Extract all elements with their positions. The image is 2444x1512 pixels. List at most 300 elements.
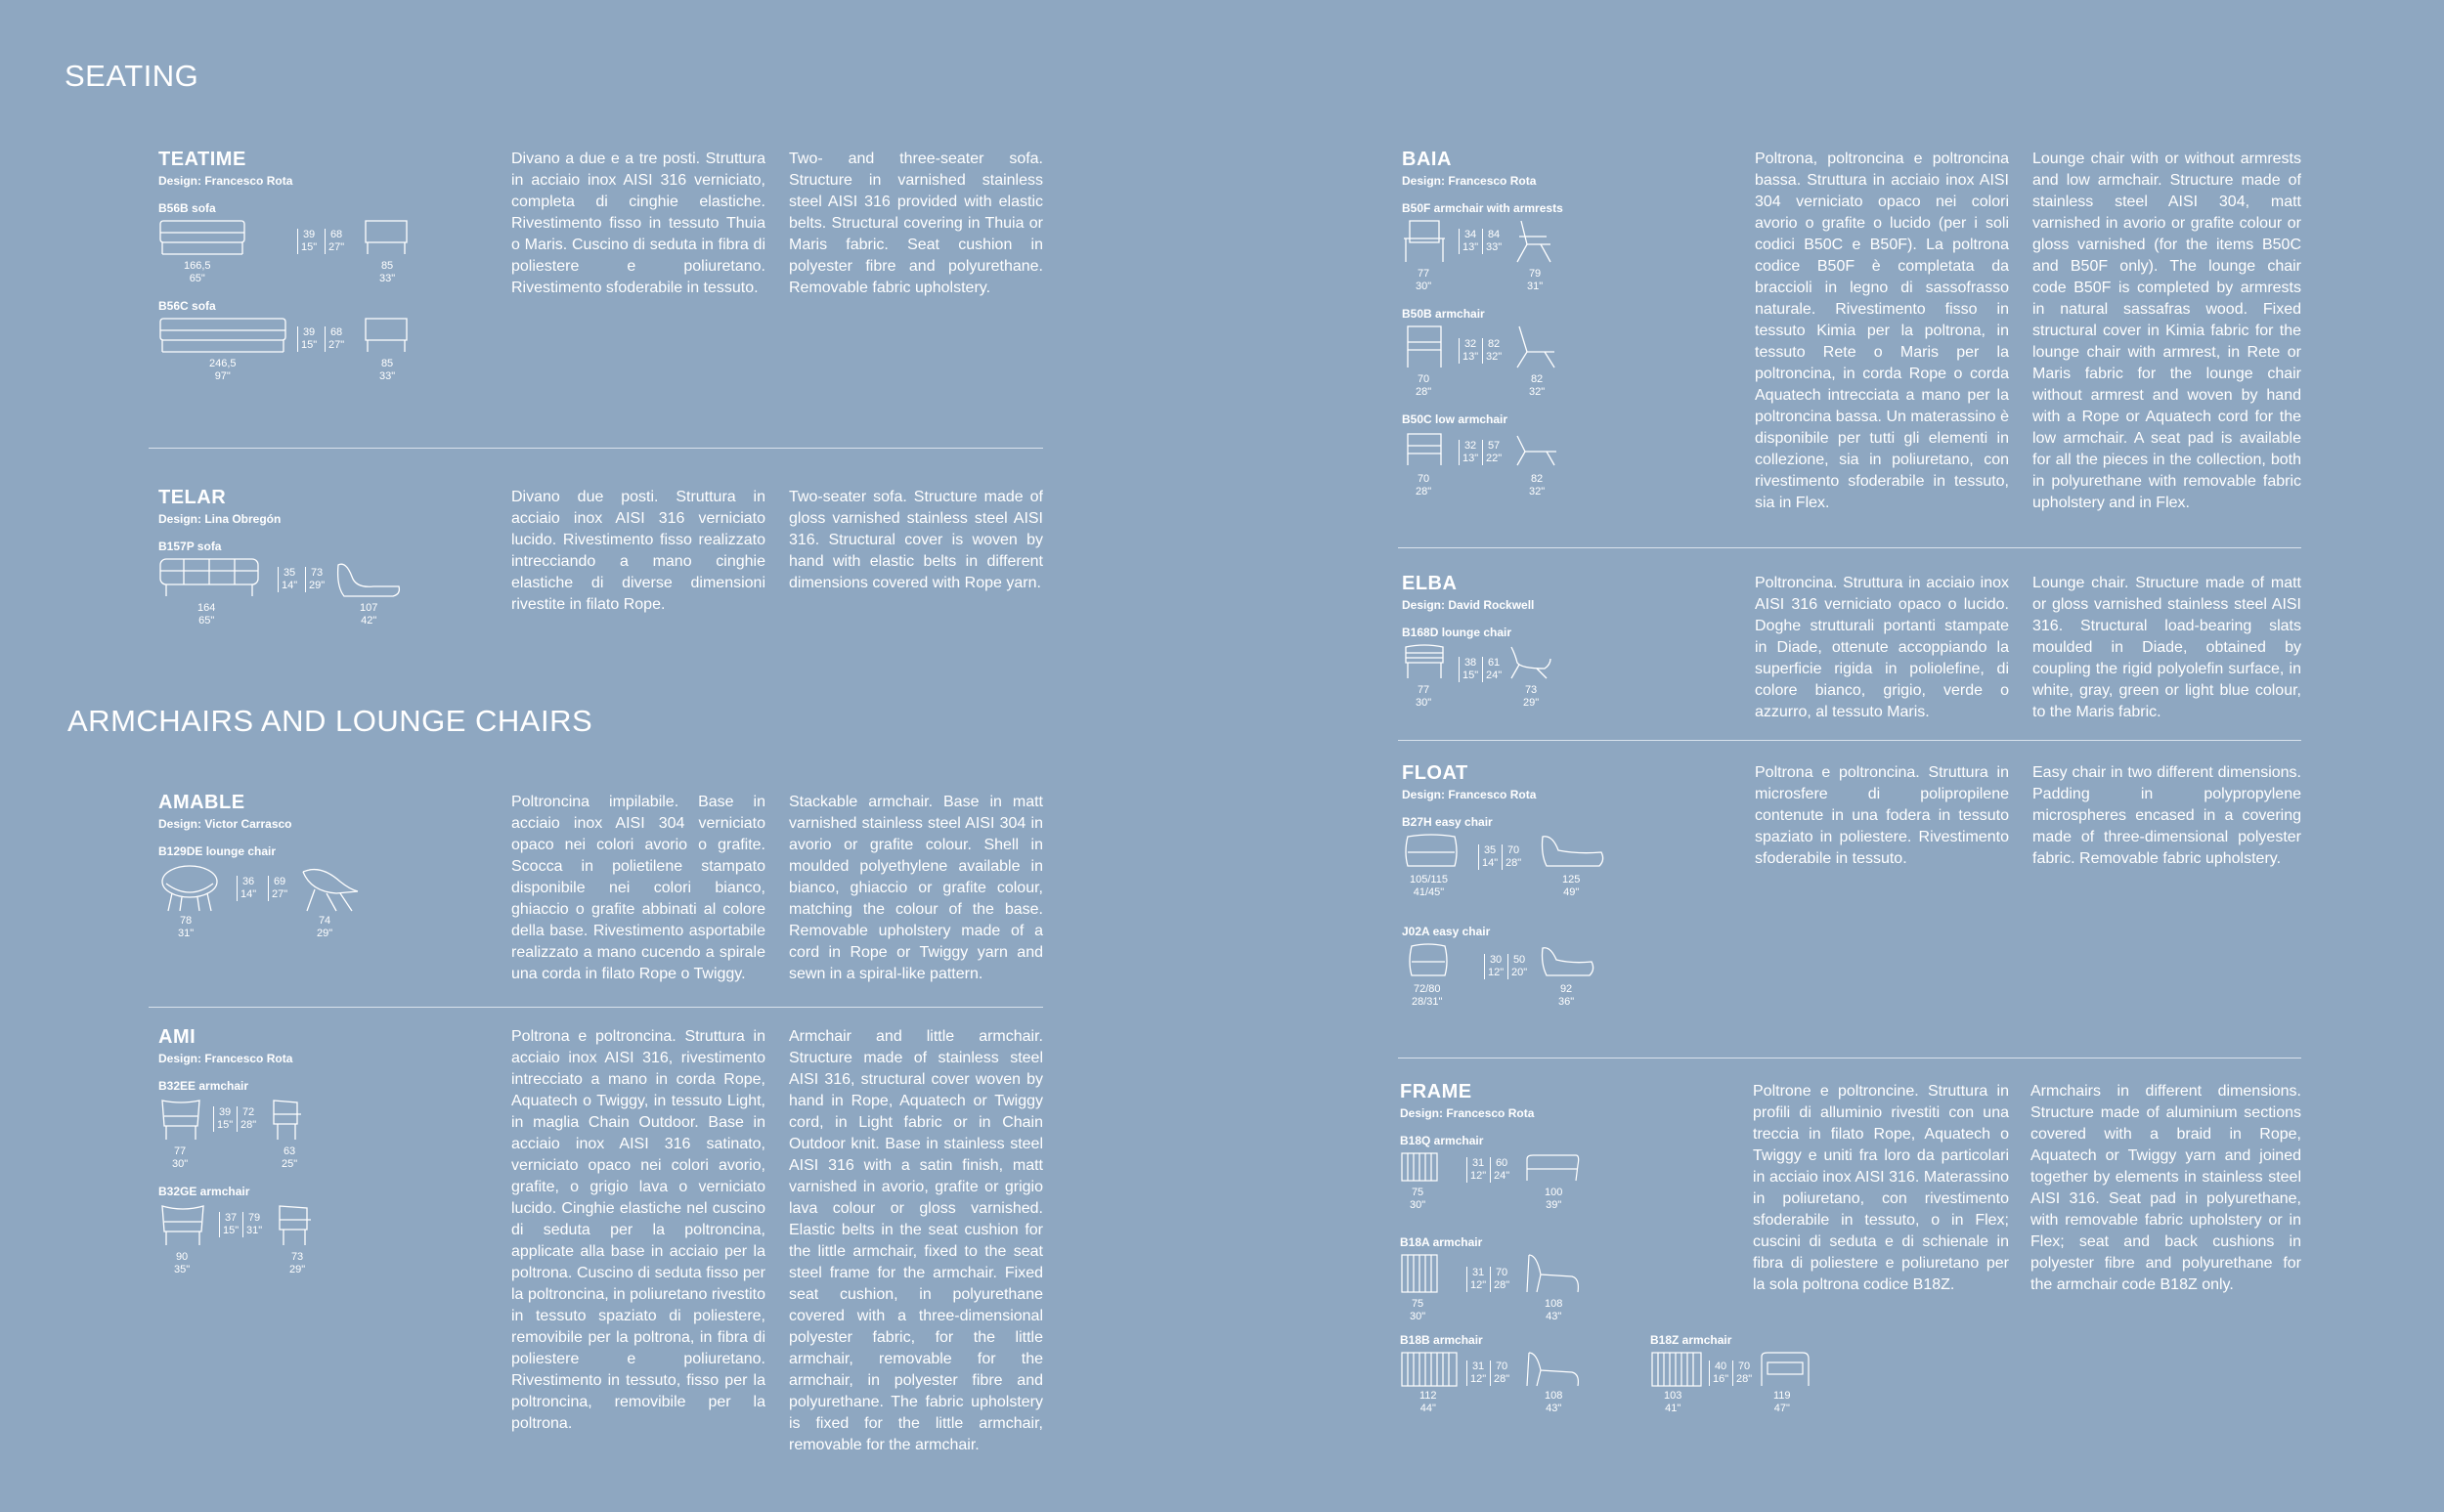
armchair-side-icon (1523, 1151, 1582, 1185)
divider (1398, 740, 2301, 741)
product-name: FRAME (1400, 1081, 1472, 1102)
dim-cm: 107 (360, 602, 378, 614)
width-dim (1416, 473, 1431, 498)
depth-dim (1523, 684, 1539, 710)
armchair-front-icon (1400, 1253, 1439, 1296)
seat-height-dim (1484, 954, 1504, 979)
dim-in: 27" (328, 241, 345, 253)
dim-cm: 36 (241, 876, 255, 887)
armchair-front-icon (158, 1097, 203, 1144)
dim-cm: 72 (241, 1106, 255, 1118)
armchair-side-icon (1758, 1351, 1812, 1390)
dim-in: 27" (272, 888, 288, 900)
dim-cm: 119 (1773, 1390, 1791, 1402)
armchair-side-icon (274, 1202, 317, 1249)
dim-cm: 40 (1714, 1361, 1727, 1372)
width-dim (1664, 1390, 1681, 1415)
variant-figure (1402, 643, 1724, 717)
product-designer: Design: Francesco Rota (1402, 174, 1537, 188)
dim-cm: 78 (179, 915, 193, 927)
seat-height-dim (278, 567, 297, 592)
product-designer: Design: Victor Carrasco (158, 817, 292, 831)
product-designer: Design: David Rockwell (1402, 598, 1535, 612)
description-en: Armchairs in different dimensions. Structure made of aluminium sections covered with a braid in Rope, Aquatech or Twiggy yarn and joined together by elements in stainless steel AISI 316. Seat pad in polyurethane, with removable fabric upholstery or in Flex; seat and back cushions in polyester fibre and polyurethane for the armchair code B18Z only. (2030, 1083, 2301, 1293)
description-it: Poltroncina. Struttura in acciaio inox AISI 316 verniciato opaco o lucido. Doghe strutturali portanti stampate in Diade, ottenute accoppiando la superficie rigida in poliolefine, di colore bianco, grigio, verde o azzurro, al tessuto Maris. (1755, 575, 2009, 720)
seat-height-dim (297, 229, 317, 254)
dim-in: 49" (1563, 886, 1580, 898)
product-telar (158, 487, 481, 624)
dim-in: 39" (1546, 1199, 1562, 1211)
product-name: AMI (158, 1026, 196, 1048)
dim-in: 28" (1494, 1279, 1510, 1291)
width-dim (178, 915, 194, 940)
dim-cm: 74 (318, 915, 331, 927)
dim-in: 13" (1462, 351, 1479, 363)
seat-height-dim (1466, 1361, 1486, 1386)
product-name: FLOAT (1402, 762, 1468, 784)
dim-cm: 82 (1530, 373, 1544, 385)
dim-cm: 77 (1417, 684, 1430, 696)
depth-dim (1545, 1298, 1562, 1323)
product-designer: Design: Francesco Rota (1402, 788, 1537, 801)
dim-cm: 73 (1524, 684, 1538, 696)
product-designer: Design: Francesco Rota (1400, 1106, 1535, 1120)
divider (149, 448, 1043, 449)
height-dim (1490, 1157, 1509, 1183)
variant-figure (158, 1097, 481, 1171)
width-dim (172, 1145, 188, 1171)
seat-height-dim (1709, 1361, 1728, 1386)
armchair-side-icon (268, 1097, 307, 1144)
dim-cm: 31 (1471, 1267, 1485, 1278)
dim-cm: 75 (1411, 1298, 1424, 1310)
variant-figure (158, 862, 481, 938)
dim-in: 33" (1486, 241, 1503, 253)
variant-code: B27H easy chair (1402, 815, 1493, 829)
dim-cm: 39 (302, 326, 316, 338)
height-dim (1502, 844, 1521, 870)
dim-in: 29" (289, 1264, 306, 1275)
variant-figure (158, 557, 481, 624)
width-dim (1419, 1390, 1437, 1415)
dim-cm: 73 (310, 567, 324, 579)
depth-dim (1527, 268, 1543, 293)
height-dim (268, 876, 287, 901)
dim-cm: 70 (1737, 1361, 1751, 1372)
dim-cm: 84 (1487, 229, 1501, 240)
product-designer: Design: Francesco Rota (158, 174, 293, 188)
sofa-side-icon (334, 557, 403, 600)
dim-in: 13" (1462, 453, 1479, 464)
dim-cm: 69 (273, 876, 286, 887)
dim-in: 31" (246, 1225, 263, 1236)
height-dim (1490, 1361, 1509, 1386)
width-dim (1410, 1298, 1425, 1323)
width-dim (1416, 684, 1431, 710)
variant-code: B56C sofa (158, 299, 216, 313)
seat-height-dim (1466, 1157, 1486, 1183)
dim-in: 28" (240, 1119, 257, 1131)
variant-code: B32EE armchair (158, 1079, 249, 1093)
dim-in: 43" (1546, 1403, 1562, 1414)
product-name: TELAR (158, 487, 227, 508)
dim-cm: 92 (1559, 983, 1573, 995)
dim-in: 36" (1558, 996, 1575, 1008)
height-dim (242, 1212, 262, 1237)
section-title-armchairs: ARMCHAIRS AND LOUNGE CHAIRS (67, 704, 593, 738)
width-dim (1416, 268, 1431, 293)
dim-in: 33" (379, 370, 396, 382)
dim-cm: 39 (218, 1106, 232, 1118)
dim-in: 22" (1486, 453, 1503, 464)
height-dim (1482, 229, 1502, 254)
height-dim (1482, 440, 1502, 465)
armchair-front-icon (1402, 324, 1447, 371)
armchair-side-icon (1523, 1351, 1582, 1390)
armchair-side-icon (1511, 219, 1556, 266)
dim-in: 16" (1713, 1373, 1729, 1385)
dim-cm: 70 (1417, 473, 1430, 485)
variant-code: B129DE lounge chair (158, 844, 277, 858)
dim-cm: 77 (1417, 268, 1430, 280)
description-it: Divano due posti. Struttura in acciaio inox AISI 316 verniciato lucido. Rivestimento fisso realizzato intrecciando a mano cinghie elastiche di diverse dimensioni rivestite in filato Rope. (511, 489, 765, 613)
dim-cm: 82 (1487, 338, 1501, 350)
depth-dim (379, 260, 395, 285)
sofa-side-icon (362, 317, 411, 356)
height-dim (305, 567, 325, 592)
low-armchair-front-icon (1402, 430, 1447, 469)
depth-dim (317, 915, 332, 940)
dim-in: 12" (1470, 1279, 1487, 1291)
dim-in: 29" (1523, 697, 1540, 709)
dim-in: 30" (1416, 697, 1432, 709)
seat-height-dim (297, 326, 317, 352)
variant-figure (1402, 324, 1724, 399)
dim-in: 13" (1462, 241, 1479, 253)
dim-cm: 68 (329, 229, 343, 240)
sofa-front-icon (158, 317, 287, 356)
dim-in: 44" (1419, 1403, 1436, 1414)
depth-dim (289, 1251, 305, 1276)
description-it: Poltrona, poltroncina e poltroncina bassa. Struttura in acciaio inox AISI 304 verniciato opaco nei colori avorio o grafite o lucido (per i soli codici B50C e B50F). La poltrona codice B50F è completata da braccioli in legno di sassofrasso naturale. Rivestimento fisso in tessuto Kimia per la poltrona, in tessuto Rete o Maris per la poltroncina, in corda Rope o corda Aquatech intrecciata a mano per la poltroncina bassa. Un materassino è disponibile per tutti gli elementi in collezione, sia in poliuretano, con rivestimento sfoderabile in tessuto, sia in Flex. (1755, 151, 2009, 511)
seat-height-dim (213, 1106, 233, 1132)
dim-in: 12" (1470, 1170, 1487, 1182)
seat-height-dim (1478, 844, 1498, 870)
dim-cm: 105/115 (1410, 874, 1448, 886)
variant-code: B157P sofa (158, 540, 222, 553)
width-dim (184, 260, 211, 285)
dim-in: 30" (172, 1158, 189, 1170)
dim-cm: 30 (1489, 954, 1503, 966)
dim-cm: 35 (1483, 844, 1497, 856)
width-dim (1410, 874, 1448, 899)
dim-in: 15" (1462, 670, 1479, 681)
dim-in: 31" (178, 928, 195, 939)
product-baia (1402, 149, 1724, 504)
dim-in: 41/45" (1413, 886, 1445, 898)
dim-in: 65" (198, 615, 215, 626)
dim-cm: 79 (1528, 268, 1542, 280)
seat-height-dim (1466, 1267, 1486, 1292)
dim-in: 30" (1410, 1311, 1426, 1322)
dim-cm: 63 (283, 1145, 296, 1157)
dim-cm: 103 (1664, 1390, 1682, 1402)
frame-last-row (1400, 1333, 1791, 1431)
dim-cm: 125 (1562, 874, 1581, 886)
dim-cm: 39 (302, 229, 316, 240)
width-dim (197, 602, 215, 627)
easy-chair-side-icon (1539, 833, 1607, 872)
dim-cm: 75 (1411, 1187, 1424, 1198)
height-dim (1482, 657, 1502, 682)
lounge-chair-side-icon (297, 862, 362, 913)
seat-height-dim (1459, 440, 1478, 465)
description-en: Stackable armchair. Base in matt varnished stainless steel AISI 304 in avorio or grafite colour. Shell in moulded polyethylene available in bianco, ghiaccio or grafite colour, matching the colour of the base. Removable upholstery made of a cord in Rope or Twiggy yarn and sewn in a spiral-like pattern. (789, 794, 1043, 982)
variant-figure (158, 317, 481, 383)
variant-figure (1402, 219, 1724, 293)
dim-in: 28" (1736, 1373, 1753, 1385)
variant-figure (158, 219, 481, 285)
dim-in: 28" (1416, 486, 1432, 497)
depth-dim (1529, 373, 1545, 399)
dim-cm: 38 (1463, 657, 1477, 669)
variant-code: B18Z armchair (1650, 1333, 1732, 1347)
description-en: Two-seater sofa. Structure made of gloss varnished stainless steel AISI 316. Structural cover is woven by hand with elastic belts in different dimensions covered with Rope yarn. (789, 489, 1043, 591)
depth-dim (1545, 1390, 1562, 1415)
dim-cm: 50 (1512, 954, 1526, 966)
dim-in: 28" (1506, 857, 1522, 869)
seat-height-dim (1459, 338, 1478, 364)
dim-cm: 246,5 (209, 358, 237, 369)
height-dim (325, 326, 344, 352)
dim-cm: 37 (224, 1212, 238, 1224)
dim-in: 12" (1488, 967, 1505, 978)
dim-cm: 79 (247, 1212, 261, 1224)
variant-code: B18Q armchair (1400, 1134, 1484, 1147)
dim-cm: 108 (1545, 1390, 1563, 1402)
dim-cm: 70 (1495, 1267, 1508, 1278)
low-armchair-side-icon (1511, 430, 1560, 469)
description-en: Armchair and little armchair. Structure made of stainless steel AISI 316, structural cover woven by hand in Rope, Aquatech or Twiggy cord, in Light fabric or in Chain Outdoor knit. Base in stainless steel AISI 316 with a satin finish, matt varnished in avorio, grafite or grigio lava colour or gloss varnished. Elastic belts in the seat cushion for the little armchair, fixed to the seat steel frame for the armchair. Fixed seat cushion, in polyurethane covered with a three-dimensional polyester fabric, for the little armchair, removable for the armchair, in polyester fibre and polyurethane. The fabric upholstery is fixed for the little armchair, removable for the armchair. (789, 1028, 1043, 1453)
variant-figure (1402, 942, 1724, 1020)
dim-cm: 31 (1471, 1157, 1485, 1169)
width-dim (1410, 1187, 1425, 1212)
dim-in: 27" (328, 339, 345, 351)
width-dim (174, 1251, 190, 1276)
depth-dim (1558, 983, 1574, 1009)
section-title-seating: SEATING (65, 59, 199, 93)
dim-cm: 100 (1545, 1187, 1563, 1198)
description-it: Divano a due e a tre posti. Struttura in acciaio inox AISI 316 verniciato, completa di cinghie elastiche. Rivestimento fisso in tessuto Thuia o Maris. Cuscino di seduta in fibra di poliestere e poliuretano. Rivestimento sfoderabile in tessuto. (511, 151, 765, 296)
dim-in: 29" (317, 928, 333, 939)
dim-cm: 166,5 (184, 260, 211, 272)
product-teatime (158, 149, 481, 383)
variant-code: B50C low armchair (1402, 412, 1508, 426)
dim-cm: 31 (1471, 1361, 1485, 1372)
depth-dim (1562, 874, 1580, 899)
variant-b18z (1650, 1333, 1846, 1427)
dim-in: 97" (214, 370, 231, 382)
dim-in: 32" (1529, 386, 1546, 398)
height-dim (1507, 954, 1527, 979)
sofa-front-icon (158, 557, 260, 600)
armchair-front-icon (1402, 219, 1447, 266)
lounge-chair-side-icon (1507, 643, 1552, 682)
sofa-front-icon (158, 219, 246, 258)
dim-in: 14" (1482, 857, 1499, 869)
dim-in: 35" (174, 1264, 191, 1275)
depth-dim (1773, 1390, 1791, 1415)
divider (1398, 547, 2301, 548)
description-en: Lounge chair. Structure made of matt or gloss varnished stainless steel AISI 316. Structural load-bearing slats moulded in Diade, obtained by coupling the rigid polyolefin surface, in white, gray, green or light blue colour, to the Maris fabric. (2032, 575, 2301, 720)
dim-in: 24" (1486, 670, 1503, 681)
width-dim (209, 358, 237, 383)
description-en: Lounge chair with or without armrests and low armchair. Structure made of stainless steel AISI 304, matt varnished in avorio or grafite colour or gloss varnished (for the items B50C and B50F only). The lounge chair code B50F is completed by armrests in natural sassafras wood. Fixed structural cover in Kimia fabric for the lounge chair with armrest, in Rete or Maris fabric for the lounge chair without armrest and woven by hand with a Rope or Aquatech cord for the low armchair. A seat pad is available for all the pieces in the collection, both in polyurethane with removable fabric upholstery and in Flex. (2032, 151, 2301, 511)
dim-in: 14" (282, 580, 298, 591)
product-frame (1400, 1081, 1791, 1431)
description-en: Easy chair in two different dimensions. Padding in polypropylene microspheres encased in a covering made of three-dimensional polyester fabric. Removable fabric upholstery. (2032, 764, 2301, 867)
product-designer: Design: Francesco Rota (158, 1052, 293, 1065)
dim-in: 15" (223, 1225, 240, 1236)
sofa-side-icon (362, 219, 411, 258)
product-designer: Design: Lina Obregón (158, 512, 282, 526)
dim-cm: 90 (175, 1251, 189, 1263)
variant-code: J02A easy chair (1402, 925, 1491, 938)
dim-cm: 32 (1463, 440, 1477, 452)
variant-code: B18A armchair (1400, 1235, 1483, 1249)
variant-code: B18B armchair (1400, 1333, 1483, 1347)
dim-in: 25" (282, 1158, 298, 1170)
dim-cm: 34 (1463, 229, 1477, 240)
dim-cm: 82 (1530, 473, 1544, 485)
dim-in: 28/31" (1412, 996, 1443, 1008)
depth-dim (282, 1145, 297, 1171)
dim-in: 28" (1416, 386, 1432, 398)
description-it: Poltrona e poltroncina. Struttura in acciaio inox AISI 316, rivestimento intrecciato a mano in corda Rope, Aquatech o Twiggy, in tessuto Light, in maglia Chain Outdoor. Base in acciaio inox AISI 316 satinato, verniciato opaco nei colori avorio, grafite, o grigio lava o verniciato lucido. Cinghie elastiche nel cuscino di seduta per la poltroncina, applicate alla base in acciaio per la poltrona. Cuscino di seduta fisso per la poltroncina, in poliuretano rivestito in tessuto spaziato di poliestere, removibile per la poltrona, in fibra di poliestere e poliuretano. Rivestimento in tessuto, fisso per la poltroncina, removibile per la poltrona. (511, 1028, 765, 1432)
dim-cm: 73 (290, 1251, 304, 1263)
variant-figure (158, 1202, 481, 1276)
dim-cm: 57 (1487, 440, 1501, 452)
dim-in: 42" (361, 615, 377, 626)
armchair-front-icon (1400, 1151, 1439, 1185)
dim-in: 14" (240, 888, 257, 900)
dim-cm: 32 (1463, 338, 1477, 350)
divider (149, 1007, 1043, 1008)
variant-figure (1400, 1151, 1791, 1222)
depth-dim (1545, 1187, 1562, 1212)
dim-in: 31" (1527, 281, 1544, 292)
dim-cm: 70 (1417, 373, 1430, 385)
easy-chair-side-icon (1539, 942, 1597, 981)
dim-in: 24" (1494, 1170, 1510, 1182)
armchair-front-icon (1400, 1351, 1459, 1390)
dim-cm: 70 (1506, 844, 1520, 856)
dim-in: 65" (189, 273, 205, 284)
depth-dim (1529, 473, 1545, 498)
dim-cm: 112 (1419, 1390, 1437, 1402)
variant-code: B168D lounge chair (1402, 626, 1512, 639)
product-float (1402, 762, 1724, 1020)
easy-chair-front-icon (1406, 942, 1451, 981)
dim-in: 15" (301, 241, 318, 253)
seat-height-dim (219, 1212, 239, 1237)
depth-dim (360, 602, 377, 627)
dim-cm: 108 (1545, 1298, 1563, 1310)
dim-in: 15" (217, 1119, 234, 1131)
height-dim (325, 229, 344, 254)
variant-figure (1402, 833, 1724, 911)
dim-cm: 70 (1495, 1361, 1508, 1372)
dim-in: 15" (301, 339, 318, 351)
description-it: Poltroncina impilabile. Base in acciaio inox AISI 304 verniciato opaco nei colori avorio o grafite. Scocca in polietilene stampato disponibile nei colori bianco, ghiaccio o grafite abbinati al colore della base. Rivestimento asportabile realizzato a mano cucendo a spirale una corda in filato Rope o Twiggy. (511, 794, 765, 982)
height-dim (1732, 1361, 1752, 1386)
variant-figure (1402, 430, 1724, 504)
product-name: AMABLE (158, 792, 245, 813)
dim-in: 32" (1486, 351, 1503, 363)
variant-figure (1400, 1253, 1791, 1333)
product-amable (158, 792, 481, 938)
seat-height-dim (1459, 229, 1478, 254)
dim-in: 33" (379, 273, 396, 284)
dim-in: 12" (1470, 1373, 1487, 1385)
armchair-front-icon (1650, 1351, 1703, 1390)
description-en: Two- and three-seater sofa. Structure in varnished stainless steel AISI 316 provided with elastic belts. Structural covering in Thuia or Maris fabric. Seat cushion in polyester fibre and polyurethane. Removable fabric upholstery. (789, 151, 1043, 296)
dim-in: 47" (1773, 1403, 1790, 1414)
seat-height-dim (237, 876, 256, 901)
seat-height-dim (1459, 657, 1478, 682)
dim-cm: 61 (1487, 657, 1501, 669)
dim-cm: 85 (380, 260, 394, 272)
width-dim (1416, 373, 1431, 399)
dim-in: 30" (1410, 1199, 1426, 1211)
product-name: ELBA (1402, 573, 1458, 594)
dim-cm: 35 (283, 567, 296, 579)
lounge-chair-front-icon (158, 862, 221, 913)
dim-in: 30" (1416, 281, 1432, 292)
dim-cm: 68 (329, 326, 343, 338)
width-dim (1412, 983, 1442, 1009)
variant-code: B56B sofa (158, 201, 216, 215)
dim-in: 28" (1494, 1373, 1510, 1385)
lounge-chair-front-icon (1402, 643, 1447, 682)
description-it: Poltrone e poltroncine. Struttura in profili di alluminio rivestiti con una treccia in filato Rope, Aquatech o Twiggy e uniti fra loro da particolari in acciaio inox AISI 316. Materassino in poliuretano, con rivestimento sfoderabile in tessuto, o in Flex; cuscini di seduta e di schienale in fibra di poliestere e poliuretano per la sola poltrona codice B18Z. (1753, 1083, 2009, 1293)
dim-cm: 60 (1495, 1157, 1508, 1169)
dim-in: 41" (1665, 1403, 1681, 1414)
product-name: TEATIME (158, 149, 246, 170)
armchair-front-icon (158, 1202, 207, 1249)
variant-code: B50F armchair with armrests (1402, 201, 1563, 215)
dim-cm: 72/80 (1413, 983, 1441, 995)
armchair-side-icon (1523, 1253, 1582, 1296)
height-dim (1490, 1267, 1509, 1292)
height-dim (237, 1106, 256, 1132)
variant-figure (1650, 1351, 1846, 1427)
dim-cm: 77 (173, 1145, 187, 1157)
dim-cm: 85 (380, 358, 394, 369)
height-dim (1482, 338, 1502, 364)
armchair-side-icon (1511, 324, 1560, 371)
product-elba (1402, 573, 1724, 717)
dim-cm: 164 (197, 602, 216, 614)
description-it: Poltrona e poltroncina. Struttura in microsfere di polipropilene contenute in una fodera in tessuto spaziato in poliestere. Rivestimento sfoderabile in tessuto. (1755, 764, 2009, 867)
variant-code: B32GE armchair (158, 1185, 250, 1198)
product-name: BAIA (1402, 149, 1452, 170)
dim-in: 32" (1529, 486, 1546, 497)
variant-b18b (1400, 1333, 1644, 1427)
easy-chair-front-icon (1402, 833, 1461, 872)
product-ami (158, 1026, 481, 1276)
dim-in: 43" (1546, 1311, 1562, 1322)
